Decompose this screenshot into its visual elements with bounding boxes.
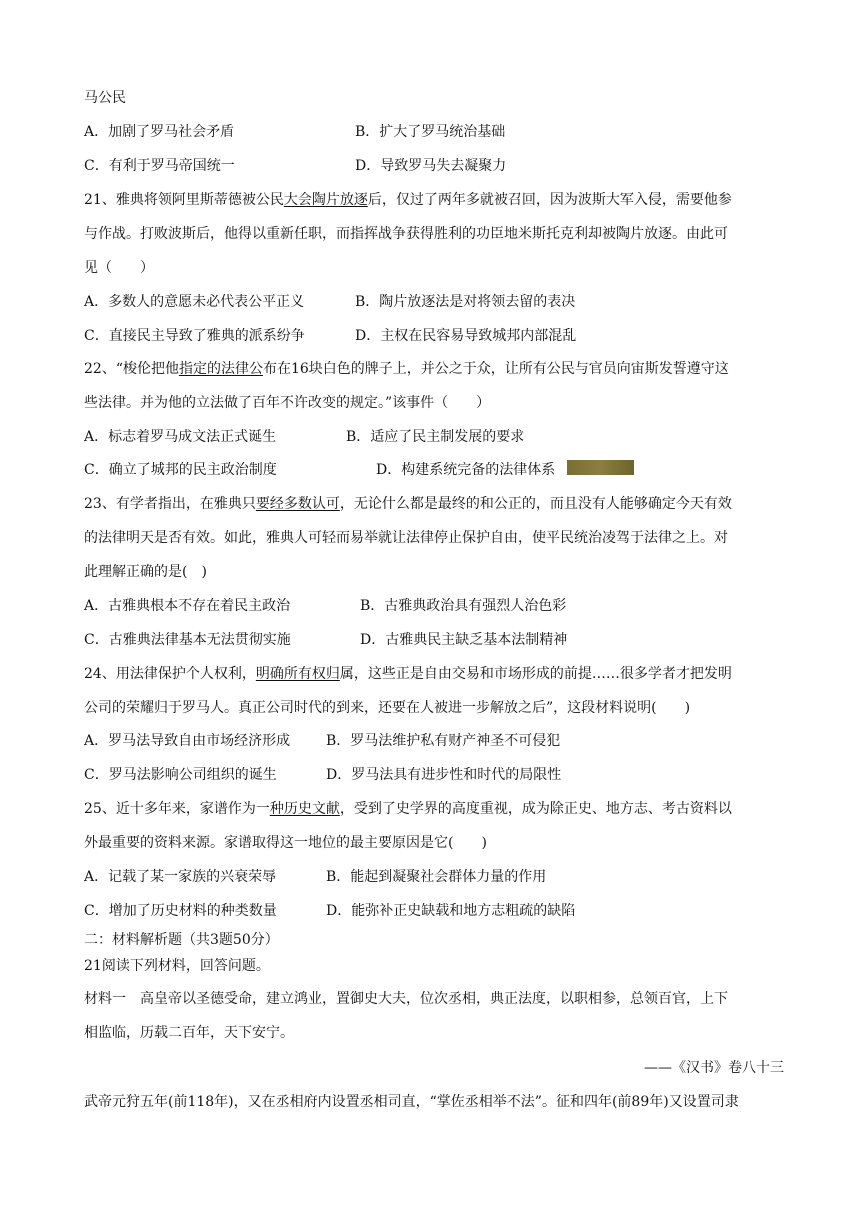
q24-stem-post: 属，这些正是自由交易和市场形成的前提……很多学者才把发明 xyxy=(339,666,732,682)
q21-option-b: B．陶片放逐法是对将领去留的表决 xyxy=(355,294,576,310)
q21-option-a: A．多数人的意愿未必代表公平正义 xyxy=(84,294,305,310)
q23-option-b: B．古雅典政治具有强烈人治色彩 xyxy=(360,598,567,614)
q22-option-a: A．标志着罗马成文法正式诞生 xyxy=(84,429,277,445)
q25-option-d: D．能弥补正史缺载和地方志粗疏的缺陷 xyxy=(326,903,576,919)
q21-stem-pre: 21、雅典将领阿里斯蒂德被公民 xyxy=(84,192,284,208)
q23-stem-line-1 xyxy=(84,493,784,515)
q21-option-d: D．主权在民容易导致城邦内部混乱 xyxy=(355,328,577,344)
q20-option-d: D．导致罗马失去凝聚力 xyxy=(355,158,507,174)
q23-underlined: 要经多数认可 xyxy=(255,496,340,512)
q20-option-a: A．加剧了罗马社会矛盾 xyxy=(84,124,235,140)
q23-stem-line-3: 此理解正确的是( ) xyxy=(84,564,207,580)
q25-option-a: A．记载了某一家族的兴衰荣辱 xyxy=(84,869,277,885)
q24-stem-line-2: 公司的荣耀归于罗马人。真正公司时代的到来，还要在人被进一步解放之后”，这段材料说明( ) xyxy=(84,700,691,716)
material-1-source: ——《汉书》卷八十三 xyxy=(644,1060,784,1076)
q21-stem-line-3: 见（ ） xyxy=(84,260,154,276)
q23-stem-line-2: 的法律明天是否有效。如此，雅典人可轻而易举就让法律停止保护自由，使平民统治凌驾于法律之上。对 xyxy=(84,530,728,546)
q20-option-c: C．有利于罗马帝国统一 xyxy=(84,158,235,174)
q23-stem-post: ，无论什么都是最终的和公正的，而且没有人能够确定今天有效 xyxy=(339,496,732,512)
q21-stem-line-1 xyxy=(84,189,784,211)
q23-option-d: D．古雅典民主缺乏基本法制精神 xyxy=(360,632,568,648)
continued-line: 马公民 xyxy=(84,90,126,106)
q24-stem-pre: 24、用法律保护个人权利， xyxy=(84,666,256,682)
section-heading: 二：材料解析题（共3题50分） xyxy=(84,932,279,948)
q24-underlined: 明确所有权归 xyxy=(255,666,340,682)
redaction-mark xyxy=(567,460,634,475)
material-1-line-1: 材料一 高皇帝以圣德受命，建立鸿业，置御史大夫，位次丞相，典正法度，以职相参，总领百官，上下 xyxy=(84,991,728,1007)
section-question-prompt: 21阅读下列材料，回答问题。 xyxy=(84,958,270,974)
material-2-line-1: 武帝元狩五年(前118年)，又在丞相府内设置丞相司直，“掌佐丞相举不法”。征和四年(前89年)又设置司隶 xyxy=(84,1094,739,1110)
q25-stem-pre: 25、近十多年来，家谱作为一 xyxy=(84,801,270,817)
q23-option-c: C．古雅典法律基本无法贯彻实施 xyxy=(84,632,291,648)
q24-option-d: D．罗马法具有进步性和时代的局限性 xyxy=(326,767,562,783)
q25-stem-post: ，受到了史学界的高度重视，成为除正史、地方志、考古资料以 xyxy=(339,801,732,817)
q22-option-b: B．适应了民主制发展的要求 xyxy=(346,429,525,445)
q24-option-b: B．罗马法维护私有财产神圣不可侵犯 xyxy=(326,733,561,749)
q20-option-b: B．扩大了罗马统治基础 xyxy=(355,124,506,140)
q24-option-a: A．罗马法导致自由市场经济形成 xyxy=(84,733,291,749)
q21-stem-line-2: 与作战。打败波斯后，他得以重新任职，而指挥战争获得胜利的功臣地米斯托克利却被陶片放逐。由此可 xyxy=(84,226,728,242)
q25-underlined: 种历史文献 xyxy=(269,801,340,817)
q24-stem-line-1 xyxy=(84,663,784,685)
q25-stem-line-2: 外最重要的资料来源。家谱取得这一地位的最主要原因是它( ) xyxy=(84,835,487,851)
q22-stem-line-1 xyxy=(84,358,784,380)
q25-stem-line-1 xyxy=(84,798,784,820)
q22-underlined: 指定的法律公 xyxy=(178,361,263,377)
q25-option-b: B．能起到凝聚社会群体力量的作用 xyxy=(326,869,547,885)
material-1-line-2: 相监临，历载二百年，天下安宁。 xyxy=(84,1025,294,1041)
q22-stem-pre: 22、“梭伦把他 xyxy=(84,361,179,377)
q24-option-c: C．罗马法影响公司组织的诞生 xyxy=(84,767,277,783)
q21-option-c: C．直接民主导致了雅典的派系纷争 xyxy=(84,328,305,344)
q22-option-c: C．确立了城邦的民主政治制度 xyxy=(84,462,277,478)
q21-stem-post: 后，仅过了两年多就被召回，因为波斯大军入侵，需要他参 xyxy=(367,192,732,208)
q25-option-c: C．增加了历史材料的种类数量 xyxy=(84,903,277,919)
q22-stem-line-2: 些法律。并为他的立法做了百年不许改变的规定。”该事件（ ） xyxy=(84,395,491,411)
q22-stem-post: 布在16块白色的牌子上，并公之于众，让所有公民与官员向宙斯发誓遵守这 xyxy=(262,361,729,377)
q23-option-a: A．古雅典根本不存在着民主政治 xyxy=(84,598,291,614)
q21-underlined: 大会陶片放逐 xyxy=(283,192,368,208)
q23-stem-pre: 23、有学者指出，在雅典只 xyxy=(84,496,256,512)
q22-option-d: D．构建系统完备的法律体系 xyxy=(376,462,556,478)
